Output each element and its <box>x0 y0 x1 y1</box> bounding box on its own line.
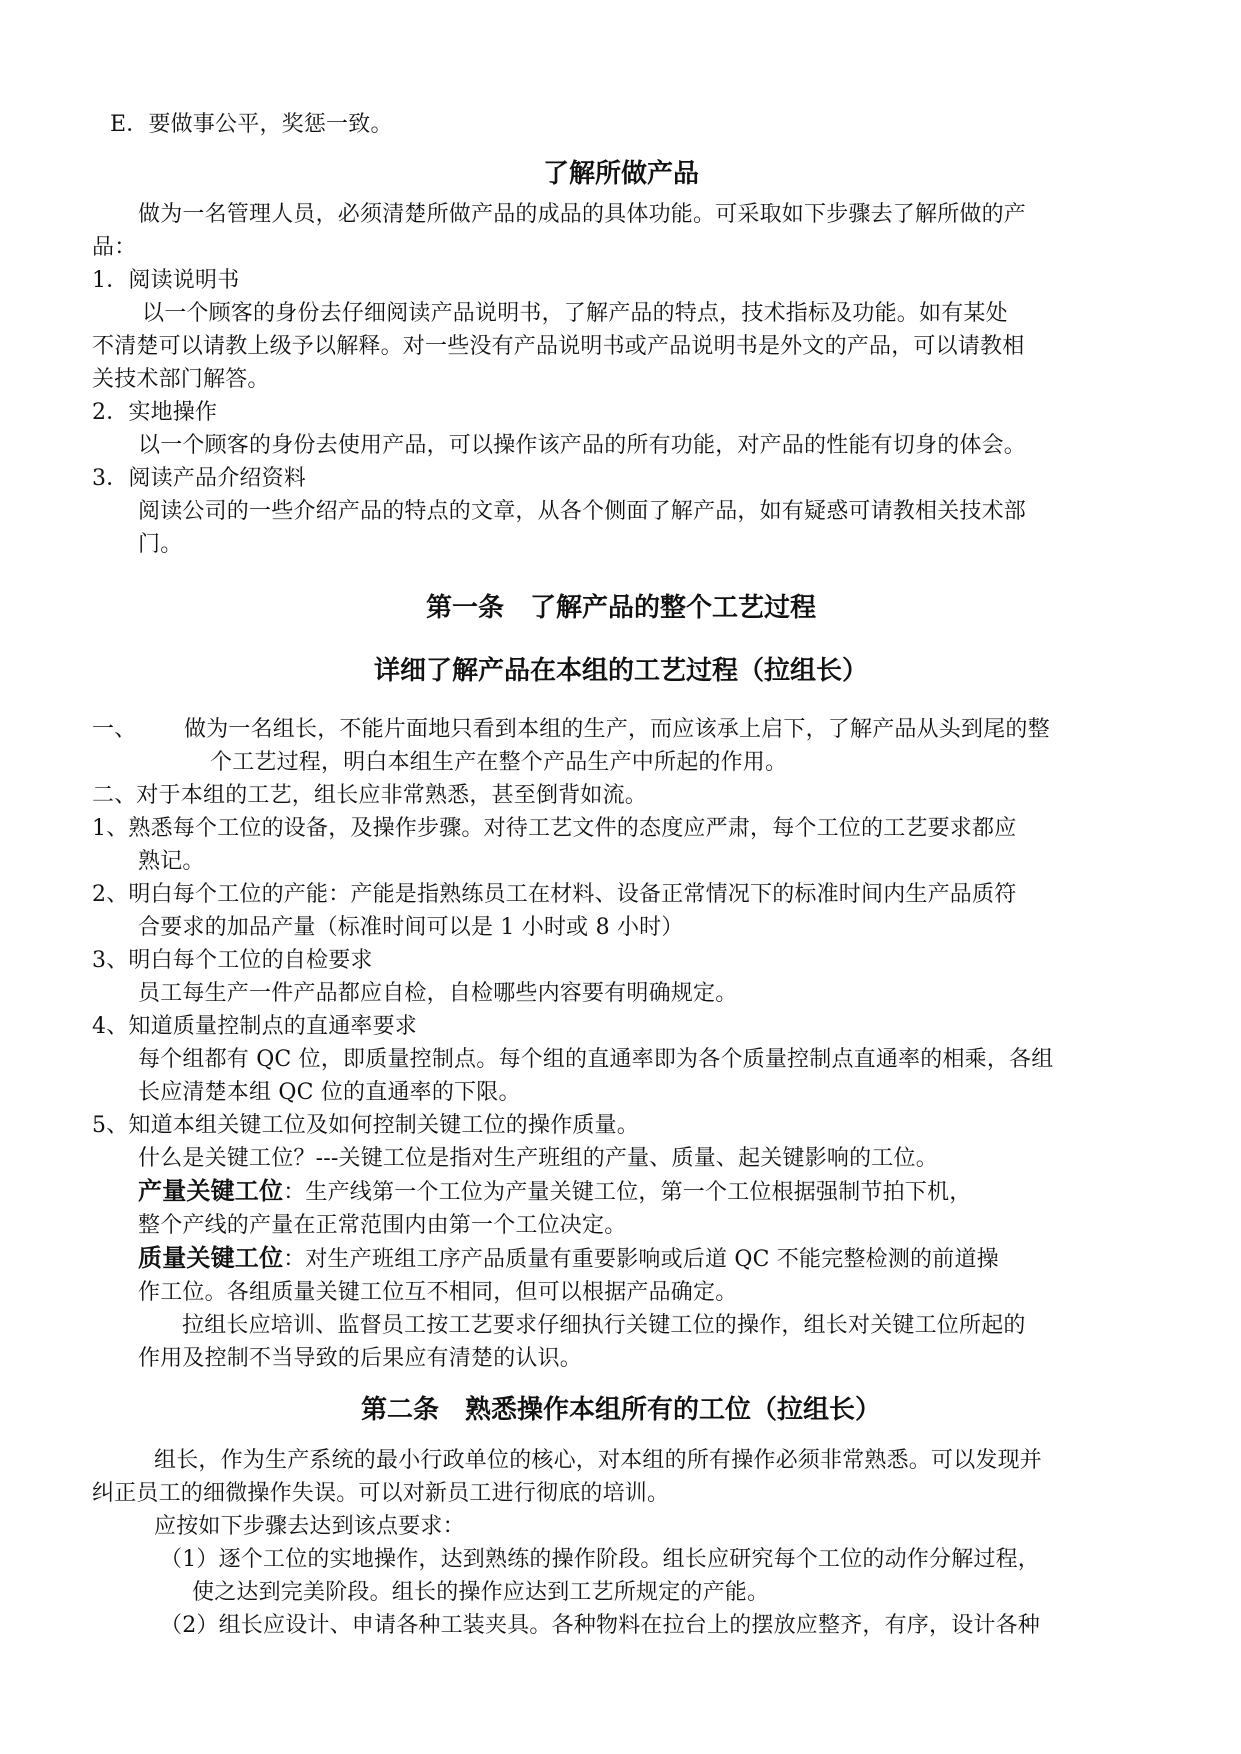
keyword-output-key-station: 产量关键工位 <box>138 1177 284 1205</box>
paragraph-continuation: 作用及控制不当导致的后果应有清楚的认识。 <box>138 1346 583 1371</box>
paragraph-continuation: 关技术部门解答。 <box>92 367 270 392</box>
paragraph: 做为一名管理人员，必须清楚所做产品的成品的具体功能。可采取如下步骤去了解所做的产 <box>138 202 1027 227</box>
list-item-two: 二、对于本组的工艺，组长应非常熟悉，甚至倒背如流。 <box>92 783 648 808</box>
paragraph-continuation: 作工位。各组质量关键工位互不相同，但可以根据产品确定。 <box>138 1280 738 1305</box>
paragraph: 拉组长应培训、监督员工按工艺要求仔细执行关键工位的操作，组长对关键工位所起的 <box>182 1313 1026 1338</box>
paragraph-continuation: 合要求的加品产量（标准时间可以是 1 小时或 8 小时） <box>138 915 684 940</box>
article-1-title: 第一条 了解产品的整个工艺过程 <box>425 593 816 623</box>
subsection-title-process: 详细了解产品在本组的工艺过程（拉组长） <box>373 656 868 686</box>
step-item-1: （1）逐个工位的实地操作，达到熟练的操作阶段。组长应研究每个工位的动作分解过程， <box>160 1547 1040 1572</box>
keyword-quality-key-station: 质量关键工位 <box>138 1244 284 1272</box>
paragraph-continuation: 门。 <box>138 532 183 557</box>
paragraph: 员工每生产一件产品都应自检，自检哪些内容要有明确规定。 <box>138 981 738 1006</box>
list-item-1: 1、熟悉每个工位的设备，及操作步骤。对待工艺文件的态度应严肃，每个工位的工艺要求都应 <box>92 816 1017 841</box>
paragraph-continuation: 纠正员工的细微操作失误。可以对新员工进行彻底的培训。 <box>92 1481 670 1506</box>
list-item-text: 做为一名组长，不能片面地只看到本组的生产，而应该承上启下，了解产品从头到尾的整 <box>184 717 1050 742</box>
paragraph: 每个组都有 QC 位，即质量控制点。每个组的直通率即为各个质量控制点直通率的相乘，各组 <box>138 1047 1054 1072</box>
list-item-e: E．要做事公平，奖惩一致。 <box>110 112 393 137</box>
step-heading-3: 3．阅读产品介绍资料 <box>92 466 306 491</box>
paragraph: 组长，作为生产系统的最小行政单位的核心，对本组的所有操作必须非常熟悉。可以发现并 <box>154 1448 1043 1473</box>
list-item-one <box>92 713 1150 746</box>
paragraph: 阅读公司的一些介绍产品的特点的文章，从各个侧面了解产品，如有疑惑可请教相关技术部 <box>138 499 1027 524</box>
section-title-understand-product: 了解所做产品 <box>542 159 699 189</box>
paragraph: 应按如下步骤去达到该点要求： <box>154 1514 465 1539</box>
paragraph-continuation: 熟记。 <box>138 849 205 874</box>
step-item-2: （2）组长应设计、申请各种工装夹具。各种物料在拉台上的摆放应整齐，有序，设计各种 <box>160 1613 1040 1638</box>
keyword-definition: ：生产线第一个工位为产量关键工位，第一个工位根据强制节拍下机， <box>283 1180 972 1205</box>
list-item-3: 3、明白每个工位的自检要求 <box>92 948 373 973</box>
paragraph-continuation: 不清楚可以请教上级予以解释。对一些没有产品说明书或产品说明书是外文的产品，可以请教相 <box>92 334 1025 359</box>
list-item-2: 2、明白每个工位的产能：产能是指熟练员工在材料、设备正常情况下的标准时间内生产品质符 <box>92 882 1017 907</box>
step-heading-1: 1．阅读说明书 <box>92 268 240 293</box>
paragraph: 什么是关键工位？---关键工位是指对生产班组的产量、质量、起关键影响的工位。 <box>138 1146 938 1171</box>
list-item-4: 4、知道质量控制点的直通率要求 <box>92 1014 417 1039</box>
list-item-5: 5、知道本组关键工位及如何控制关键工位的操作质量。 <box>92 1113 639 1138</box>
paragraph-continuation: 长应清楚本组 QC 位的直通率的下限。 <box>138 1080 521 1105</box>
paragraph: 以一个顾客的身份去仔细阅读产品说明书，了解产品的特点，技术指标及功能。如有某处 <box>142 301 1008 326</box>
keyword-definition: ：对生产班组工序产品质量有重要影响或后道 QC 不能完整检测的前道操 <box>283 1247 999 1272</box>
paragraph-continuation: 整个产线的产量在正常范围内由第一个工位决定。 <box>138 1213 627 1238</box>
article-2-title: 第二条 熟悉操作本组所有的工位（拉组长） <box>360 1395 881 1425</box>
keyword-paragraph-quality <box>92 1242 1150 1276</box>
step-heading-2: 2．实地操作 <box>92 400 218 425</box>
keyword-paragraph-output <box>92 1175 1150 1209</box>
paragraph-continuation: 品： <box>92 235 137 260</box>
list-number: 一、 <box>92 717 137 742</box>
paragraph: 以一个顾客的身份去使用产品，可以操作该产品的所有功能，对产品的性能有切身的体会。 <box>138 433 1027 458</box>
document-page <box>92 108 1150 1642</box>
paragraph-continuation: 个工艺过程，明白本组生产在整个产品生产中所起的作用。 <box>210 750 788 775</box>
paragraph-continuation: 使之达到完美阶段。组长的操作应达到工艺所规定的产能。 <box>192 1580 770 1605</box>
